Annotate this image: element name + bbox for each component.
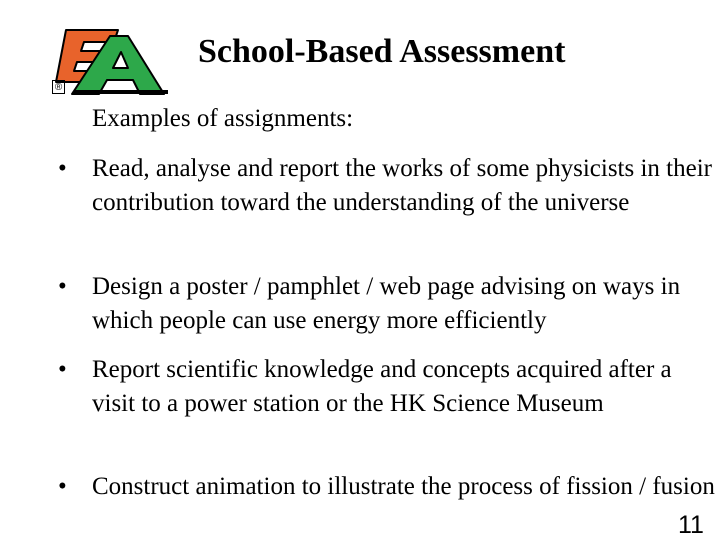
slide-title: School-Based Assessment: [198, 33, 566, 70]
intro-text: Examples of assignments:: [92, 105, 354, 132]
bullet-icon: •: [58, 473, 67, 500]
bullet-icon: •: [58, 356, 67, 383]
logo-seal: ®: [52, 80, 65, 94]
list-item-text: Construct animation to illustrate the process of fission / fusion: [92, 473, 715, 500]
list-item-text: Design a poster / pamphlet / web page advising on ways in which people can use energy more efficiently: [92, 273, 681, 334]
list-item-text: Report scientific knowledge and concepts acquired after a visit to a power station or the HK Science Museum: [92, 356, 672, 417]
bullet-icon: •: [58, 273, 67, 300]
list-item-text: Read, analyse and report the works of some physicists in their contribution toward the understanding of the universe: [92, 155, 712, 216]
page-number: 11: [678, 511, 704, 539]
bullet-icon: •: [58, 155, 67, 182]
